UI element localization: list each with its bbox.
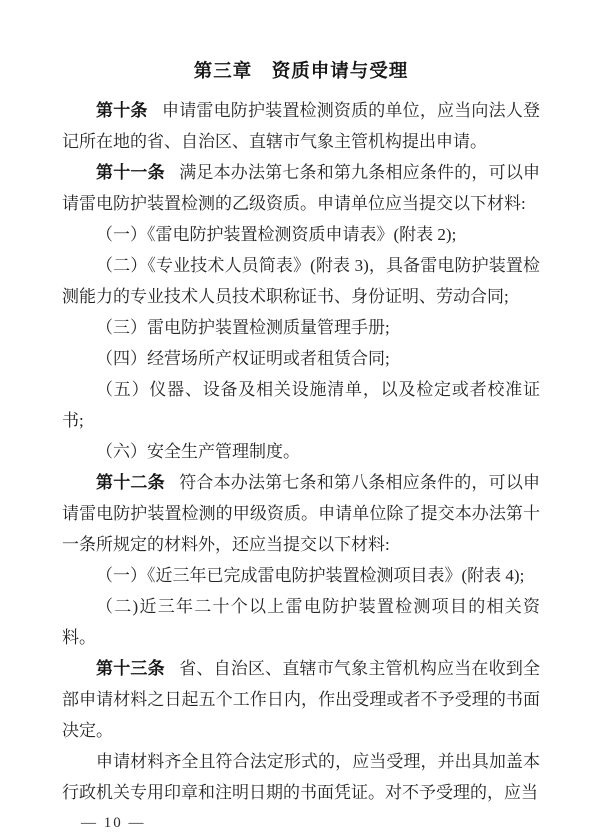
article-12-text: 符合本办法第七条和第八条相应条件的，可以申请雷电防护装置检测的甲级资质。申请单位除了提交本办法第十一条所规定的材料外，还应当提交以下材料: bbox=[62, 473, 541, 554]
list-item-7 bbox=[62, 560, 540, 591]
article-11 bbox=[62, 157, 540, 219]
page-number: — 10 — bbox=[81, 815, 146, 831]
list-item-2 bbox=[62, 250, 540, 312]
list-item-1-text: （一）《雷电防护装置检测资质申请表》(附表 2); bbox=[96, 225, 457, 244]
article-12-label: 第十二条 bbox=[96, 473, 165, 492]
article-12 bbox=[62, 467, 540, 560]
closing-paragraph-text: 申请材料齐全且符合法定形式的，应当受理，并出具加盖本行政机关专用印章和注明日期的书面凭证。对不予受理的，应当 bbox=[62, 752, 540, 802]
list-item-3 bbox=[62, 312, 540, 343]
article-11-text: 满足本办法第七条和第九条相应条件的，可以申请雷电防护装置检测的乙级资质。申请单位应当提交以下材料: bbox=[62, 163, 541, 213]
list-item-2-text: （二）《专业技术人员简表》(附表 3)，具备雷电防护装置检测能力的专业技术人员技术职称证书、身份证明、劳动合同; bbox=[62, 256, 540, 306]
list-item-4-text: （四）经营场所产权证明或者租赁合同; bbox=[96, 349, 390, 368]
article-10 bbox=[62, 95, 540, 157]
list-item-5 bbox=[62, 374, 540, 436]
list-item-8 bbox=[62, 591, 540, 653]
list-item-1 bbox=[62, 219, 540, 250]
article-13-label: 第十三条 bbox=[96, 659, 165, 678]
article-10-text: 申请雷电防护装置检测资质的单位，应当向法人登记所在地的省、自治区、直辖市气象主管机构提出申请。 bbox=[62, 101, 541, 151]
article-11-label: 第十一条 bbox=[96, 163, 165, 182]
list-item-6 bbox=[62, 436, 540, 467]
list-item-7-text: （一）《近三年已完成雷电防护装置检测项目表》(附表 4); bbox=[96, 566, 525, 585]
list-item-6-text: （六）安全生产管理制度。 bbox=[96, 442, 300, 461]
article-10-label: 第十条 bbox=[96, 101, 148, 120]
list-item-8-text: （二)近三年二十个以上雷电防护装置检测项目的相关资料。 bbox=[62, 597, 540, 647]
article-13 bbox=[62, 653, 540, 746]
list-item-3-text: （三）雷电防护装置检测质量管理手册; bbox=[96, 318, 390, 337]
chapter-heading: 第三章 资质申请与受理 bbox=[193, 60, 409, 81]
list-item-4 bbox=[62, 343, 540, 374]
article-13-text: 省、自治区、直辖市气象主管机构应当在收到全部申请材料之日起五个工作日内，作出受理或者不予受理的书面决定。 bbox=[62, 659, 541, 740]
list-item-5-text: （五）仪器、设备及相关设施清单，以及检定或者校准证书; bbox=[62, 380, 540, 430]
closing-paragraph bbox=[62, 746, 540, 808]
